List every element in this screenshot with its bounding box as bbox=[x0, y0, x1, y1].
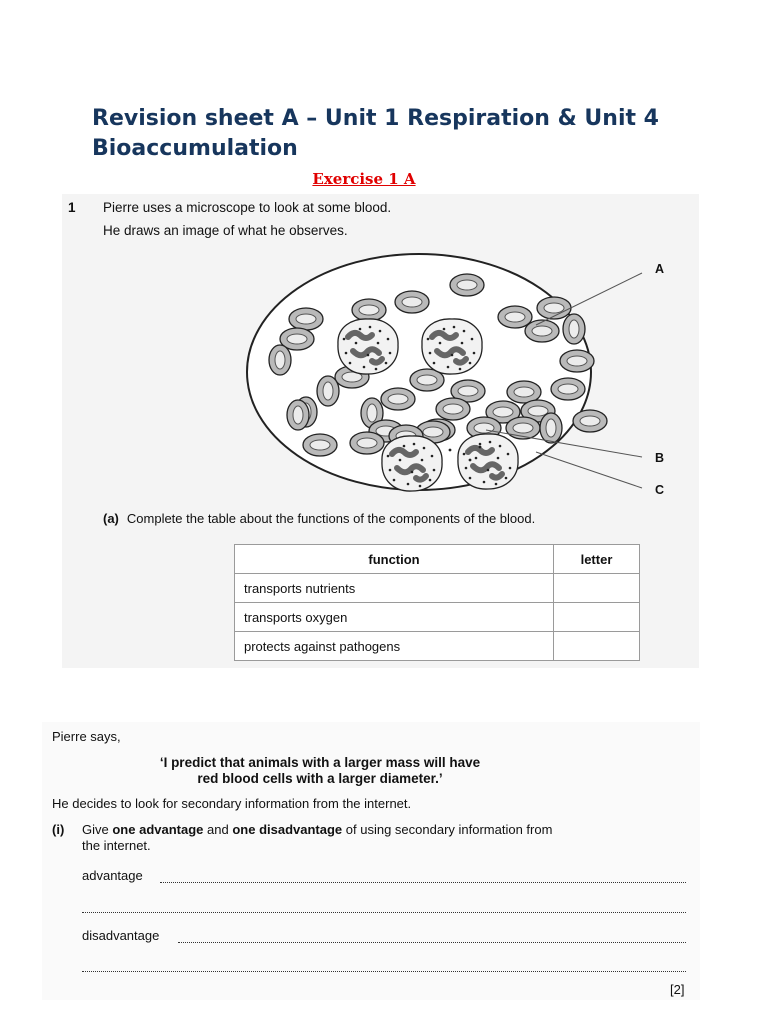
part-a-text: Complete the table about the functions of the components of the blood. bbox=[126, 511, 536, 526]
part-a-instruction bbox=[103, 511, 535, 526]
table-cell-function: transports oxygen bbox=[235, 603, 554, 632]
quote-line-2: red blood cells with a larger diameter.’ bbox=[197, 771, 443, 786]
diagram-label-c: C bbox=[655, 483, 665, 497]
advantage-label: advantage bbox=[82, 868, 143, 883]
pierre-says: Pierre says, bbox=[52, 729, 121, 744]
table-cell-function: transports nutrients bbox=[235, 574, 554, 603]
subquestion-marker: (i) bbox=[52, 822, 65, 837]
sub-bold-advantage: one advantage bbox=[112, 822, 204, 837]
advantage-answer-line-1[interactable] bbox=[160, 882, 686, 883]
sub-pre: Give bbox=[82, 822, 109, 837]
question-line-2: He draws an image of what he observes. bbox=[103, 223, 348, 238]
table-row bbox=[235, 574, 640, 603]
blood-smear-diagram bbox=[240, 250, 660, 500]
marks-indicator: [2] bbox=[670, 982, 685, 997]
sub-bold-disadvantage: one disadvantage bbox=[232, 822, 343, 837]
table-cell-letter-answer[interactable] bbox=[554, 603, 640, 632]
disadvantage-answer-line-2[interactable] bbox=[82, 971, 686, 972]
disadvantage-answer-line-1[interactable] bbox=[178, 942, 686, 943]
page-title: Revision sheet A – Unit 1 Respiration & Unit 4 Bioaccumulation bbox=[92, 106, 659, 161]
table-cell-letter-answer[interactable] bbox=[554, 632, 640, 661]
diagram-label-b: B bbox=[655, 451, 665, 465]
table-header-row bbox=[235, 545, 640, 574]
diagram-label-a: A bbox=[655, 262, 665, 276]
question-number: 1 bbox=[68, 200, 76, 215]
pierre-quote bbox=[120, 755, 520, 787]
function-table bbox=[234, 544, 640, 661]
table-row bbox=[235, 632, 640, 661]
part-a-marker: (a) bbox=[103, 511, 119, 526]
table-cell-function: protects against pathogens bbox=[235, 632, 554, 661]
subquestion-line-2: the internet. bbox=[82, 838, 151, 853]
table-header-function: function bbox=[235, 545, 554, 574]
advantage-answer-line-2[interactable] bbox=[82, 912, 686, 913]
disadvantage-label: disadvantage bbox=[82, 928, 160, 943]
table-row bbox=[235, 603, 640, 632]
context-sentence: He decides to look for secondary information from the internet. bbox=[52, 796, 412, 811]
sub-post: of using secondary information from bbox=[345, 822, 553, 837]
sub-mid: and bbox=[207, 822, 229, 837]
subquestion-text bbox=[82, 822, 552, 837]
table-header-letter: letter bbox=[554, 545, 640, 574]
question-line-1: Pierre uses a microscope to look at some blood. bbox=[103, 200, 392, 215]
quote-line-1: ‘I predict that animals with a larger mass will have bbox=[159, 755, 481, 770]
exercise-heading: Exercise 1 A bbox=[312, 170, 416, 188]
table-cell-letter-answer[interactable] bbox=[554, 574, 640, 603]
